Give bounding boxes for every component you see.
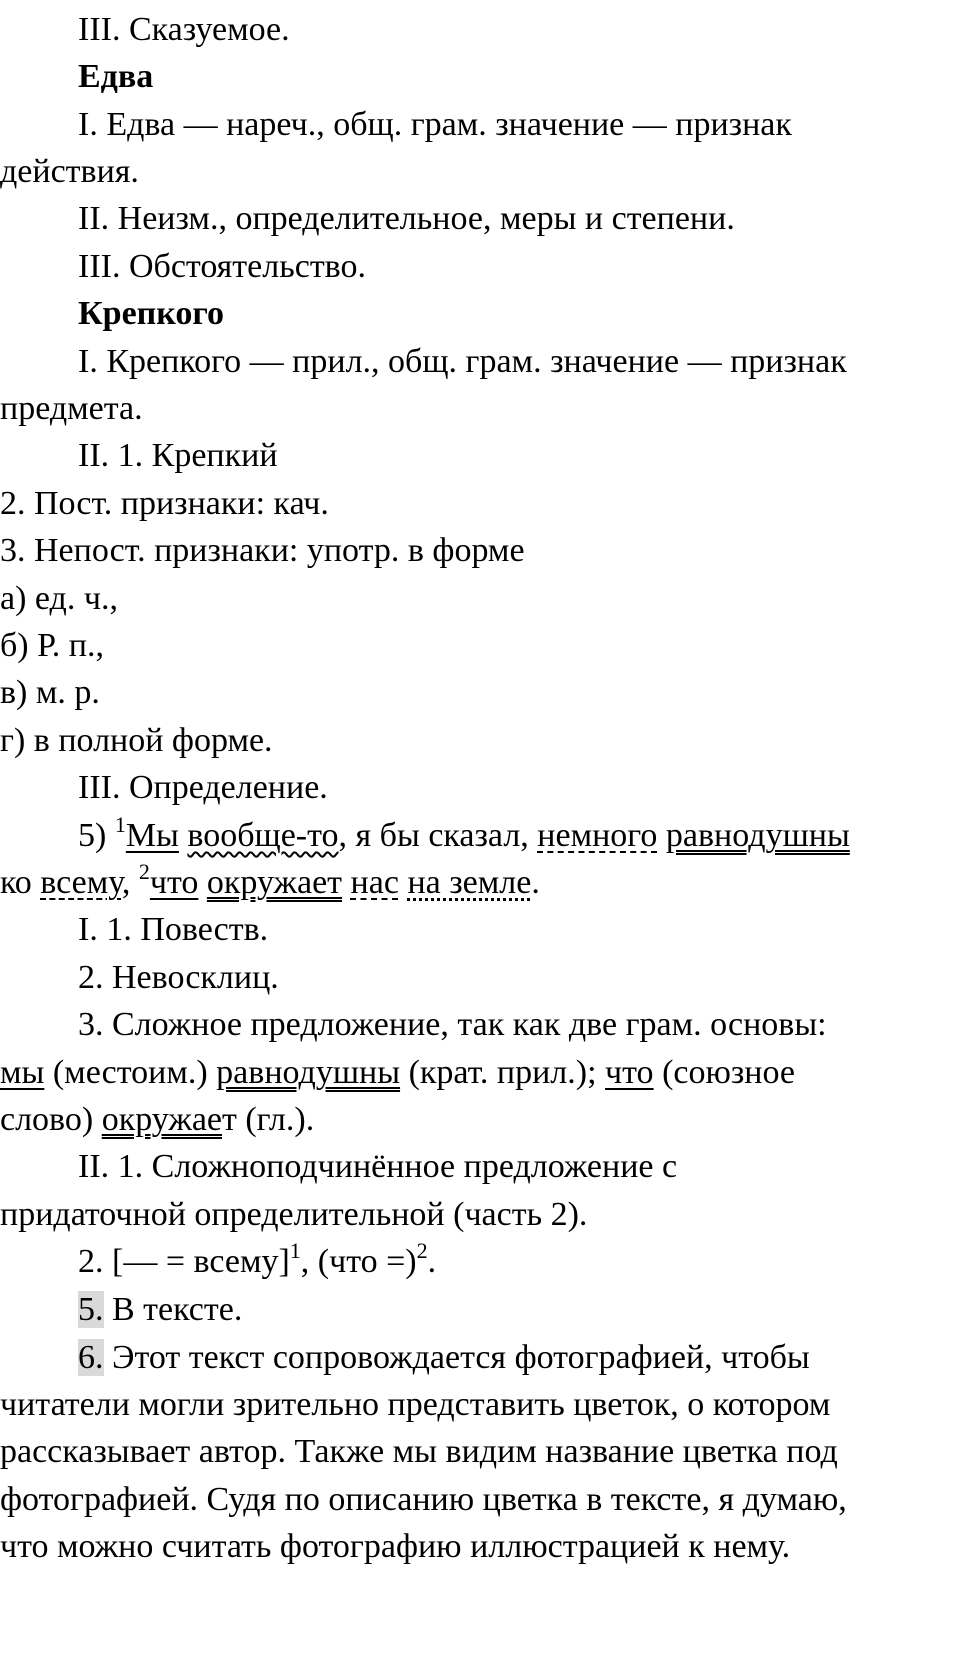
text-line: III. Обстоятельство. — [78, 248, 367, 285]
predicate-word: окружает — [206, 864, 343, 901]
answer-text: Этот текст сопровождается фотографией, чтобы — [103, 1339, 810, 1376]
grammar-basis-line — [0, 1100, 314, 1140]
text-line: II. 1. Сложноподчинённое предложение с — [78, 1148, 678, 1185]
space — [657, 817, 666, 854]
text-line: 2. Пост. признаки: кач. — [0, 485, 329, 522]
object-word: нас — [350, 864, 399, 901]
adverbial-word: немного — [537, 817, 658, 854]
task-number-highlight: 6. — [78, 1339, 104, 1376]
task-number-highlight: 5. — [78, 1291, 104, 1328]
predicate-word: равнодушны — [216, 1054, 401, 1091]
answer-line — [78, 1338, 810, 1378]
text-line: что можно считать фотографию иллюстрацией к нему. — [0, 1528, 791, 1565]
sentence-text: т (гл.). — [222, 1101, 315, 1138]
text-line: I. 1. Повеств. — [78, 911, 269, 948]
sentence-scheme — [78, 1238, 437, 1282]
word-heading: Крепкого — [78, 295, 224, 332]
sentence-text: (крат. прил.); — [400, 1054, 606, 1091]
space — [198, 864, 207, 901]
parsed-sentence-line — [0, 859, 540, 903]
scheme-part: . — [427, 1243, 437, 1280]
text-line: придаточной определительной (часть 2). — [0, 1196, 588, 1233]
object-word: всему — [40, 864, 122, 901]
sentence-text: , я бы сказал, — [338, 817, 538, 854]
text-line: б) Р. п., — [0, 627, 104, 664]
adverbial-word: на земле — [407, 864, 532, 901]
text-line: III. Определение. — [78, 769, 328, 806]
text-line: рассказывает автор. Также мы видим название цветка под — [0, 1433, 838, 1470]
parenthetical-word: вообще-то — [187, 817, 339, 854]
text-line: I. Едва — нареч., общ. грам. значение — признак — [78, 106, 792, 143]
subject-word: что — [605, 1054, 654, 1091]
sentence-text: ко — [0, 864, 41, 901]
text-line: а) ед. ч., — [0, 580, 118, 617]
scheme-part: , (что =) — [300, 1243, 417, 1280]
scheme-part: 2. [— = всему] — [78, 1243, 290, 1280]
clause-marker: 2 — [416, 1238, 428, 1263]
text-line: фотографией. Судя по описанию цветка в тексте, я думаю, — [0, 1481, 847, 1518]
sentence-text: (союзное — [653, 1054, 796, 1091]
text-line: I. Крепкого — прил., общ. грам. значение — признак — [78, 343, 847, 380]
text-line: 2. Невосклиц. — [78, 959, 279, 996]
subject-word: что — [149, 864, 199, 901]
clause-marker: 1 — [114, 812, 126, 837]
sentence-text: слово) — [0, 1101, 102, 1138]
sentence-text: , — [121, 864, 139, 901]
text-line: г) в полной форме. — [0, 722, 273, 759]
word-heading: Едва — [78, 58, 154, 95]
text-line: II. Неизм., определительное, меры и степени. — [78, 200, 735, 237]
text-line: 3. Сложное предложение, так как две грам. основы: — [78, 1006, 827, 1043]
sentence-text: . — [531, 864, 540, 901]
subject-word: Мы — [125, 817, 179, 854]
predicate-word: окружае — [101, 1101, 222, 1138]
predicate-word: равнодушны — [665, 817, 850, 854]
text-line: читатели могли зрительно представить цветок, о котором — [0, 1386, 831, 1423]
sentence-number: 5) — [78, 817, 115, 854]
sentence-text: (местоим.) — [44, 1054, 217, 1091]
subject-word: мы — [0, 1054, 45, 1091]
clause-marker: 1 — [289, 1238, 301, 1263]
clause-marker: 2 — [138, 859, 150, 884]
text-line: в) м. р. — [0, 674, 100, 711]
text-line: действия. — [0, 153, 139, 190]
answer-line — [78, 1290, 242, 1330]
text-line: II. 1. Крепкий — [78, 437, 278, 474]
grammar-basis-line — [0, 1053, 795, 1093]
text-line: III. Сказуемое. — [78, 11, 290, 48]
answer-text: В тексте. — [103, 1291, 243, 1328]
text-line: 3. Непост. признаки: употр. в форме — [0, 532, 525, 569]
space — [342, 864, 351, 901]
parsed-sentence-line — [78, 812, 850, 856]
text-line: предмета. — [0, 390, 143, 427]
